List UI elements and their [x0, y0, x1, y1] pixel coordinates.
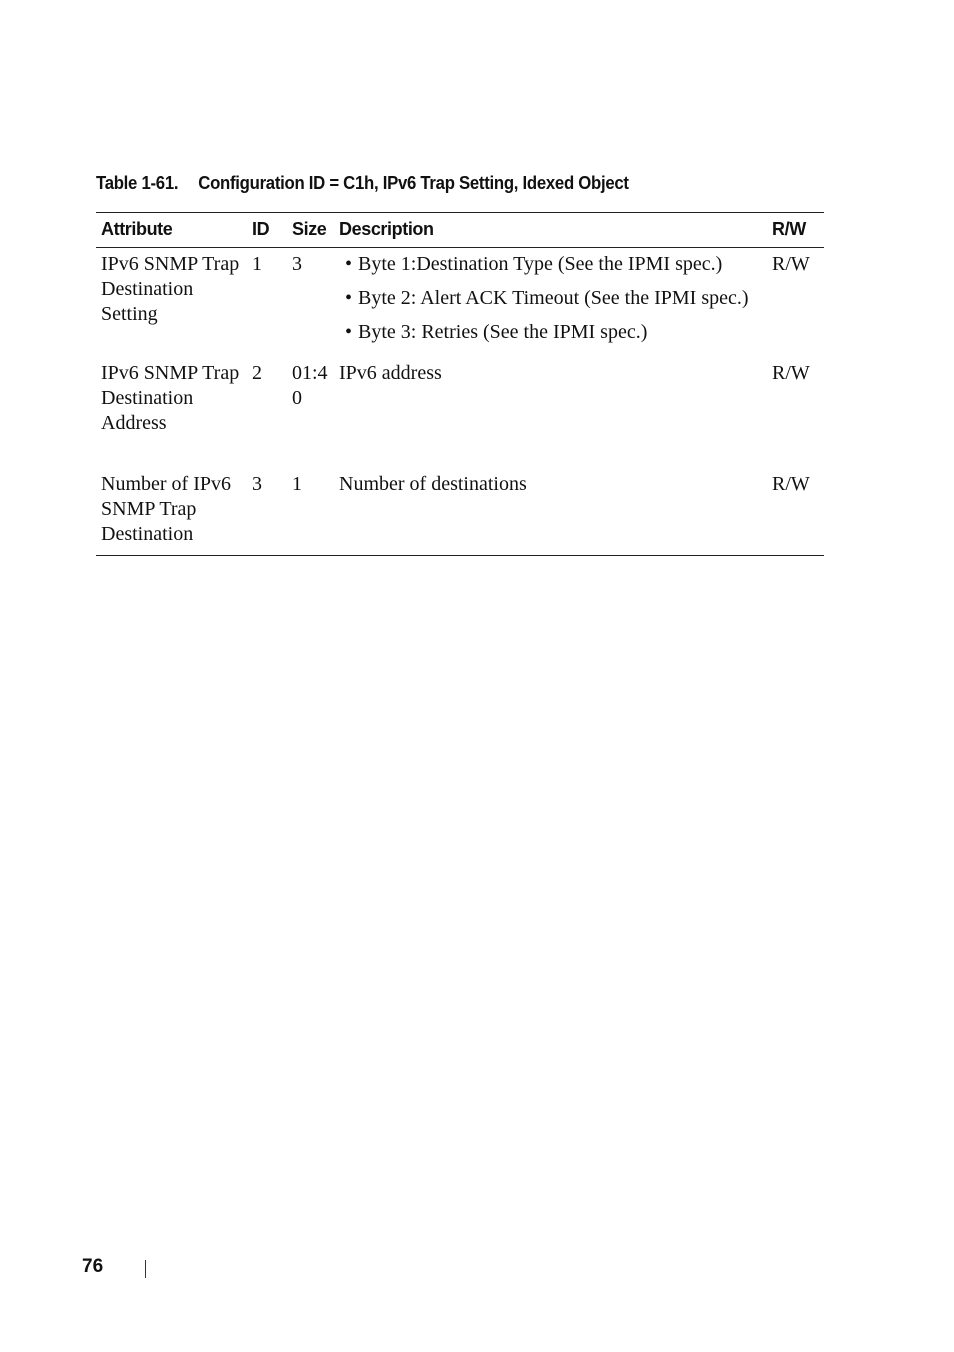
cell-attribute: IPv6 SNMP Trap Destination Setting — [101, 253, 240, 325]
table-title: Configuration ID = C1h, IPv6 Trap Setting, Idexed Object — [198, 173, 629, 193]
cell-size: 1 — [292, 473, 302, 495]
header-description: Description — [339, 218, 434, 239]
cell-id: 2 — [252, 362, 262, 384]
table-row — [96, 358, 824, 469]
bullet-item: • Byte 2: Alert ACK Timeout (See the IPMI spec.) — [339, 286, 767, 311]
cell-attribute: IPv6 SNMP Trap Destination Address — [101, 362, 240, 434]
description-bullet-list — [339, 252, 767, 345]
cell-id: 3 — [252, 473, 262, 495]
header-id: ID — [252, 218, 270, 239]
cell-size: 3 — [292, 253, 302, 275]
cell-rw: R/W — [772, 473, 810, 495]
cell-description: IPv6 address — [339, 362, 442, 384]
bullet-item: • Byte 1:Destination Type (See the IPMI spec.) — [339, 252, 767, 277]
cell-attribute: Number of IPv6 SNMP Trap Destination — [101, 473, 231, 545]
table-header-row — [96, 213, 824, 248]
table-caption — [96, 173, 629, 194]
header-size: Size — [292, 218, 327, 239]
table-row — [96, 469, 824, 556]
cell-size: 01:40 — [292, 362, 328, 409]
footer-divider — [145, 1260, 146, 1278]
config-table — [96, 212, 824, 556]
table-row — [96, 248, 824, 359]
bullet-item: • Byte 3: Retries (See the IPMI spec.) — [339, 320, 767, 345]
cell-rw: R/W — [772, 253, 810, 275]
cell-rw: R/W — [772, 362, 810, 384]
table-number: Table 1-61. — [96, 173, 179, 193]
page-number: 76 — [82, 1256, 104, 1277]
cell-id: 1 — [252, 253, 262, 275]
cell-description: Number of destinations — [339, 473, 527, 495]
header-rw: R/W — [772, 218, 806, 239]
header-attribute: Attribute — [101, 218, 173, 239]
cell-description — [334, 248, 767, 359]
